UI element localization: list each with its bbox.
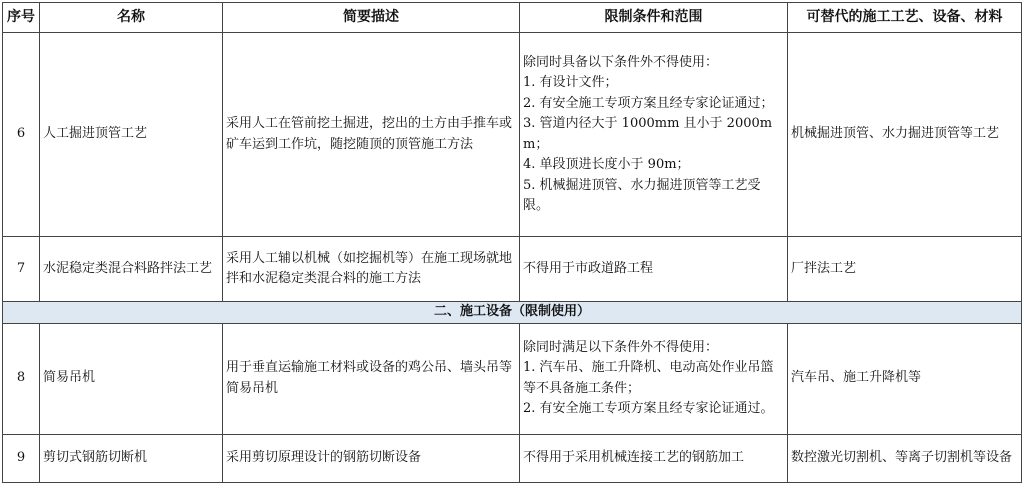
section-row xyxy=(3,302,1022,324)
regulation-table xyxy=(2,2,1022,483)
condition-line: 除同时具备以下条件外不得使用： xyxy=(523,54,719,70)
condition-line: 2. 有安全施工专项方案且经专家论证通过。 xyxy=(523,401,774,416)
table-row xyxy=(3,33,1022,237)
section-title: 二、施工设备（限制使用） xyxy=(3,302,1022,324)
header-no: 序号 xyxy=(3,3,40,33)
table-row xyxy=(3,434,1022,482)
row-description: 采用剪切原理设计的钢筋切断设备 xyxy=(223,434,520,482)
header-name: 名称 xyxy=(40,3,223,33)
condition-line: 5. 机械掘进顶管、水力掘进顶管等工艺受限。 xyxy=(523,177,761,213)
row-description: 采用人工在管前挖土掘进，挖出的土方由手推车或矿车运到工作坑，随挖随顶的顶管施工方法 xyxy=(223,33,520,237)
header-row xyxy=(3,3,1022,33)
row-alternatives: 汽车吊、施工升降机等 xyxy=(788,323,1022,434)
row-name: 剪切式钢筋切断机 xyxy=(40,434,223,482)
row-alternatives: 厂拌法工艺 xyxy=(788,237,1022,302)
condition-line: 2. 有安全施工专项方案且经专家论证通过； xyxy=(523,95,774,111)
row-name: 简易吊机 xyxy=(40,323,223,434)
header-alternatives: 可替代的施工工艺、设备、材料 xyxy=(788,3,1022,33)
table-row xyxy=(3,323,1022,434)
row-name: 人工掘进顶管工艺 xyxy=(40,33,223,237)
row-conditions xyxy=(520,434,788,482)
row-name: 水泥稳定类混合料路拌法工艺 xyxy=(40,237,223,302)
condition-line: 1. 有设计文件； xyxy=(523,75,618,90)
row-number: 8 xyxy=(3,323,40,434)
row-conditions xyxy=(520,33,788,237)
row-number: 9 xyxy=(3,434,40,482)
row-description: 采用人工辅以机械（如挖掘机等）在施工现场就地拌和水泥稳定类混合料的施工方法 xyxy=(223,237,520,302)
row-conditions xyxy=(520,323,788,434)
row-description: 用于垂直运输施工材料或设备的鸡公吊、墙头吊等简易吊机 xyxy=(223,323,520,434)
condition-line: 不得用于采用机械连接工艺的钢筋加工 xyxy=(523,449,745,465)
row-conditions xyxy=(520,237,788,302)
header-desc: 简要描述 xyxy=(223,3,520,33)
row-number: 6 xyxy=(3,33,40,237)
condition-line: 4. 单段顶进长度小于 90m； xyxy=(523,157,690,172)
row-number: 7 xyxy=(3,237,40,302)
table-row xyxy=(3,237,1022,302)
condition-line: 不得用于市政道路工程 xyxy=(523,260,654,276)
row-alternatives: 机械掘进顶管、水力掘进顶管等工艺 xyxy=(788,33,1022,237)
condition-line: 3. 管道内径大于 1000mm 且小于 2000mm； xyxy=(523,116,773,152)
condition-line: 1. 汽车吊、施工升降机、电动高处作业吊篮等不具备施工条件； xyxy=(523,360,774,396)
condition-line: 除同时满足以下条件外不得使用： xyxy=(523,339,719,355)
header-conditions: 限制条件和范围 xyxy=(520,3,788,33)
row-alternatives: 数控激光切割机、等离子切割机等设备 xyxy=(788,434,1022,482)
